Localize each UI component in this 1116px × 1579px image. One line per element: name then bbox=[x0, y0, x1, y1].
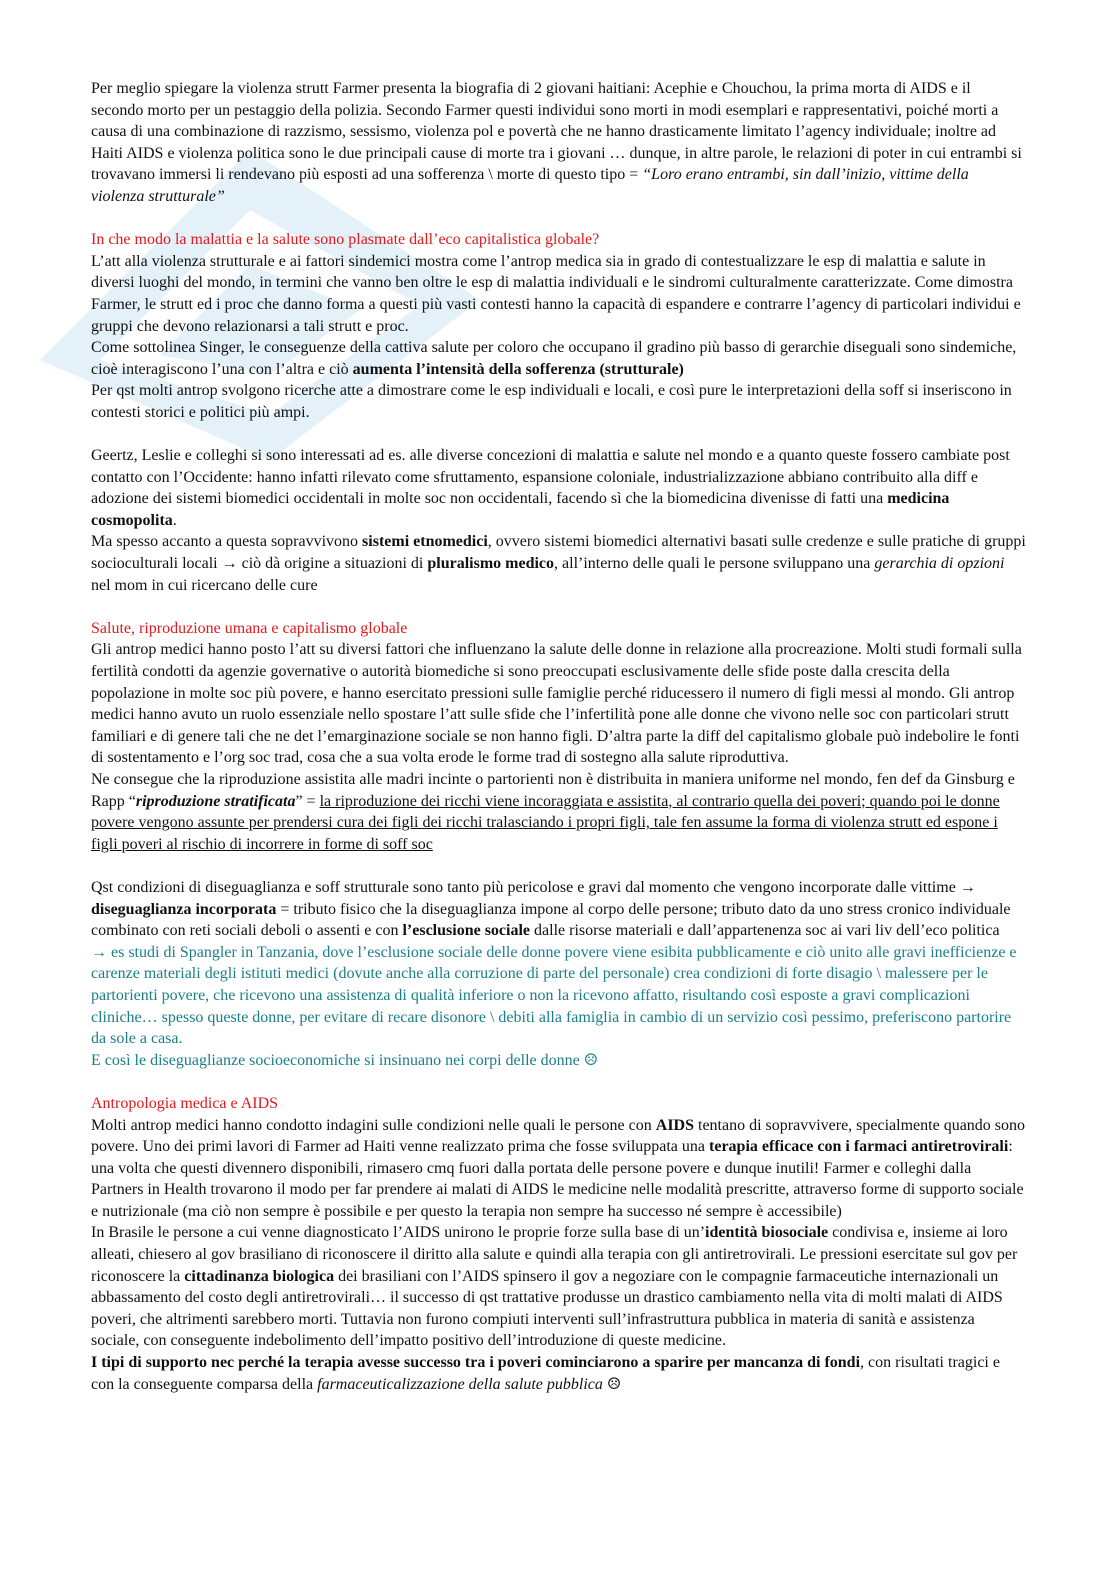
text-run: ☹ bbox=[602, 1375, 622, 1393]
text-run: Geertz, Leslie e colleghi si sono interessati ad es. alle diverse concezioni di malattia e salute nel mondo e a quanto queste fossero cambiate post contatto con l’Occidente: hanno infatti rilevato come sfruttamento, espansione coloniale, industrializzazione abbiano contribuito alla diff e adozione dei sistemi biomedici occidentali in molte soc non occidentali, facendo sì che la biomedicina divenisse di fatti una bbox=[91, 447, 1010, 508]
paragraph-farmer-biografie bbox=[91, 78, 1026, 208]
text-run: Per qst molti antrop svolgono ricerche atte a dimostrare come le esp individuali e locali, e così pure le interpretazioni della soff si inseriscono in contesti storici e politici più ampi. bbox=[91, 382, 1012, 421]
text-run: tentano di sopravvivere, specialmente quando sono povere. Uno dei primi lavori di Farmer ad Haiti venne realizzato prima che fosse sviluppata una bbox=[91, 1116, 1026, 1156]
text-run: I tipi di supporto nec perché la terapia avesse successo tra i poveri cominciarono a sparire per mancanza di fondi bbox=[91, 1354, 861, 1372]
document-page bbox=[91, 78, 1026, 1395]
paragraph-geertz-leslie bbox=[91, 445, 1026, 531]
heading-antropologia-aids: Antropologia medica e AIDS bbox=[91, 1094, 279, 1112]
paragraph-brasile bbox=[91, 1222, 1026, 1352]
text-run: “Loro erano entrambi, sin dall’inizio, vittime della violenza strutturale” bbox=[91, 166, 969, 205]
text-run: AIDS bbox=[655, 1116, 694, 1134]
paragraph-spangler-tanzania bbox=[91, 942, 1026, 1050]
text-run: nel mom in cui ricercano delle cure bbox=[91, 576, 318, 594]
text-run: , con risultati tragici e con la conseguente comparsa della bbox=[91, 1354, 1000, 1393]
text-run: medicina cosmopolita bbox=[91, 490, 950, 529]
paragraph-diseguaglianza-incorporata bbox=[91, 877, 1026, 942]
text-run: Come sottolinea Singer, le conseguenze della cattiva salute per coloro che occupano il gradino più basso di gerarchie diseguali sono sindemiche, cioè interagiscono l’una con l’altra e ciò bbox=[91, 339, 1017, 378]
text-run: identità biosociale bbox=[705, 1224, 829, 1242]
text-run: Gli antrop medici hanno posto l’att su diversi fattori che influenzano la salute delle donne in relazione alla procreazione. Molti studi formali sulla fertilità condotti da agenzie governative o autorità biomediche si sono preoccupati esclusivamente delle sfide poste dalla crescita della popolazione in molte soc più povere, e hanno esercitato pressioni sulle famiglie perché riducessero il numero di figli messi al mondo. Gli antrop medici hanno avuto un ruolo essenziale nello spostare l’att sulle sfide che l’infertilità pone alle donne che vivono nelle soc con particolari strutt familiari e di genere tali che ne det l’emarginazione sociale se non hanno figli. D’altra parte la diff del capitalismo globale può indebolire le fonti di sostentamento e l’org soc trad, cosa che a sua volta erode le forme trad di sostegno alla salute riproduttiva. bbox=[91, 641, 1022, 767]
paragraph-singer bbox=[91, 337, 1026, 380]
paragraph-supporto-fondi bbox=[91, 1352, 1026, 1395]
text-run: , all’interno delle quali le persone sviluppano una bbox=[554, 555, 875, 573]
text-run: In Brasile le persone a cui venne diagnosticato l’AIDS unirono le proprie forze sulla base di un’ bbox=[91, 1224, 706, 1242]
text-run: L’att alla violenza strutturale e ai fattori sindemici mostra come l’antrop medica sia in grado di contestualizzare le esp di malattia e salute in diversi luoghi del mondo, in termini che vanno ben oltre le esp di malattia individuali e le sindromi culturalmente caratterizzate. Come dimostra Farmer, le strutt ed i proc che danno forma a questi più vasti contesti hanno la capacità di espandere e contrarre l’agency di particolari individui e gruppi che devono relazionarsi a tali strutt e proc. bbox=[91, 252, 1021, 335]
text-run: Molti antrop medici hanno condotto indagini sulle condizioni nelle quali le persone con bbox=[91, 1116, 656, 1134]
text-run: Qst condizioni di diseguaglianza e soff strutturale sono tanto più pericolose e gravi dal momento che vengono incorporate dalle vittime → bbox=[91, 878, 976, 896]
paragraph-diseguaglianze-corpi bbox=[91, 1050, 1026, 1072]
text-run: → es studi di Spangler in Tanzania, dove l’esclusione sociale delle donne povere viene esibita pubblicamente e ciò unito alle gravi inefficienze e carenze materiali degli istituti medici (dovute anche alla corruzione di parte del personale) crea condizioni di forte disagio \ malessere per le partorienti povere, che ricevono una assistenza di qualità inferiore o non la ricevono affatto, risultando così esposte a gravi complicazioni cliniche… spesso queste donne, per evitare di recare disonore \ debiti alla famiglia in cambio di un servizio così pessimo, preferiscono partorire da sole a casa. bbox=[91, 943, 1017, 1048]
text-run: riproduzione stratificata bbox=[135, 792, 296, 810]
text-run: terapia efficace con i farmaci antiretrovirali bbox=[709, 1138, 1009, 1156]
text-run: farmaceuticalizzazione della salute pubblica bbox=[317, 1375, 603, 1393]
text-run: diseguaglianza incorporata bbox=[91, 900, 277, 918]
text-run: l’esclusione sociale bbox=[402, 922, 531, 940]
paragraph-ricerche-antrop bbox=[91, 380, 1026, 423]
text-run: cittadinanza biologica bbox=[184, 1267, 335, 1285]
paragraph-aids-farmer bbox=[91, 1115, 1026, 1223]
text-run: dei brasiliani con l’AIDS spinsero il gov a negoziare con le compagnie farmaceutiche internazionali un abbassamento del costo degli antiretrovirali… il successo di qst trattative produsse un drastico cambiamento nella vita di molti malati di AIDS poveri, che altrimenti sarebbero morti. Tuttavia non furono compiuti interventi sull’infrastruttura pubblica in materia di sanità e assistenza sociale, con conseguente indebolimento dell’impatto positivo dell’introduzione di queste medicine. bbox=[91, 1267, 1003, 1350]
paragraph-riproduzione-stratificata bbox=[91, 769, 1026, 855]
text-run: : una volta che questi divennero disponibili, rimasero cmq fuori dalla portata delle persone povere e dunque inutili! Farmer e colleghi dalla Partners in Health trovarono il modo per far prendere ai malati di AIDS le medicine nelle modalità prescritte, attraverso forme di supporto sociale e nutrizionale (ma ciò non sempre è possibile e per questo la terapia non sempre ha successo né sempre è accessibile) bbox=[91, 1138, 1024, 1220]
paragraph-fertilita bbox=[91, 639, 1026, 769]
text-run: . bbox=[172, 511, 177, 529]
text-run: gerarchia di opzioni bbox=[874, 555, 1005, 573]
text-run: condivisa e, insieme ai loro alleati, chiesero al gov brasiliano di riconoscere il diritto alla salute e quindi alla terapia con gli antiretrovirali. Le pressioni esercitate sul gov per riconoscere la bbox=[91, 1224, 1018, 1285]
text-run: , ovvero sistemi biomedici alternativi basati sulle credenze e sulle pratiche di gruppi socioculturali locali → ciò dà origine a situazioni di bbox=[91, 533, 1026, 573]
text-run: dalle risorse materiali e dall’appartenenza soc ai vari liv dell’eco politica bbox=[530, 922, 1000, 940]
text-run: aumenta l’intensità della sofferenza (strutturale) bbox=[352, 360, 684, 378]
text-run: la riproduzione dei ricchi viene incoraggiata e assistita, al contrario quella dei poveri; quando poi le donne povere vengono assunte per prendersi cura dei figli dei ricchi tralasciando i propri figli, tale fen assume la forma di violenza strutt ed espone i figli poveri al rischio di incorrere in forme di soff soc bbox=[91, 792, 1000, 853]
text-run: E così le diseguaglianze socioeconomiche si insinuano nei corpi delle donne ☹ bbox=[91, 1051, 599, 1069]
heading-salute-riproduzione: Salute, riproduzione umana e capitalismo globale bbox=[91, 619, 408, 637]
heading-malattia-salute: In che modo la malattia e la salute sono plasmate dall’eco capitalistica globale? bbox=[91, 231, 600, 249]
text-run: Ma spesso accanto a questa sopravvivono bbox=[91, 533, 363, 551]
paragraph-sistemi-etnomedici bbox=[91, 531, 1026, 596]
text-run: = tributo fisico che la diseguaglianza impone al corpo delle persone; tributo dato da uno stress cronico individuale combinato con reti sociali deboli o assenti e con bbox=[91, 900, 1011, 940]
text-run: Per meglio spiegare la violenza strutt Farmer presenta la biografia di 2 giovani haitiani: Acephie e Chouchou, la prima morta di AIDS e il secondo morto per un pestaggio della polizia. Secondo Farmer questi individui sono morti in modi esemplari e rappresentativi, poiché morti a causa di una combinazione di razzismo, sessismo, violenza pol e povertà che ne hanno drasticamente limitato l’agency individuale; inoltre ad Haiti AIDS e violenza politica sono le due principali cause di morte tra i giovani … dunque, in altre parole, le relazioni di poter in cui entrambi si trovavano immersi li rendevano più esposti ad una sofferenza \ morte di questo tipo = bbox=[91, 80, 1022, 184]
text-run: ” = bbox=[295, 792, 320, 810]
text-run: Ne consegue che la riproduzione assistita alle madri incinte o partorienti non è distribuita in maniera uniforme nel mondo, fen def da Ginsburg e Rapp “ bbox=[91, 771, 1015, 810]
text-run: sistemi etnomedici bbox=[362, 533, 488, 551]
paragraph-violenza-strutturale bbox=[91, 251, 1026, 337]
text-run: pluralismo medico bbox=[427, 555, 555, 573]
